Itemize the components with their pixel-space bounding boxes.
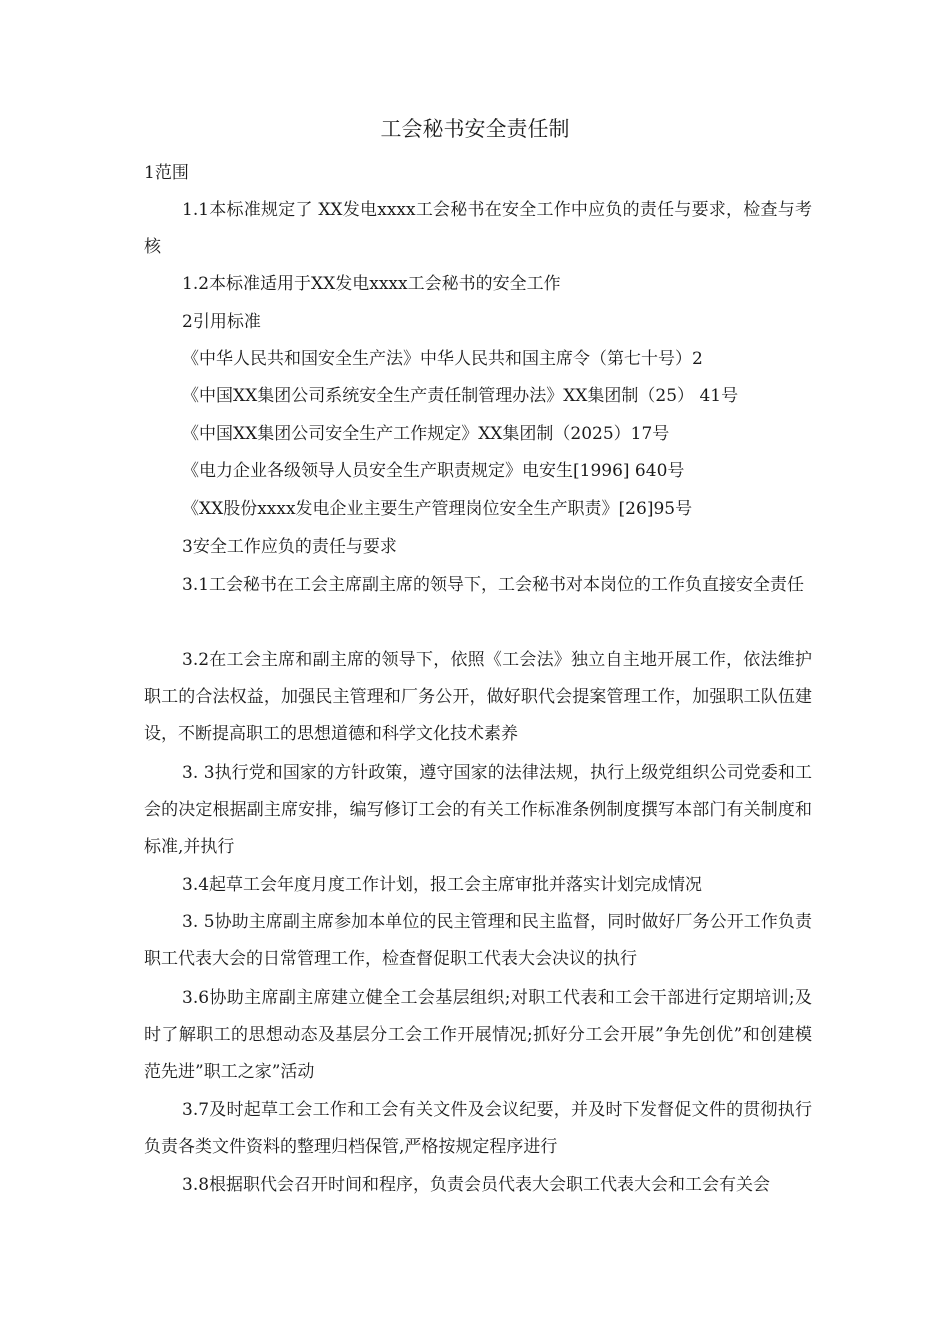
clause-1-1: 1.1本标准规定了 XX发电xxxx工会秘书在安全工作中应负的责任与要求，检查与考核 (144, 200, 812, 257)
clause-3-2: 3.2在工会主席和副主席的领导下，依照《工会法》独立自主地开展工作，依法维护职工的合法权益，加强民主管理和厂务公开，做好职代会提案管理工作，加强职工队伍建设，不断提高职工的思想道德和科学文化技术素养 (144, 650, 812, 744)
reference-item: 《中国XX集团公司系统安全生产责任制管理办法》XX集团制（25） 41号 (182, 386, 739, 406)
clause-3-1: 3.1工会秘书在工会主席副主席的领导下，工会秘书对本岗位的工作负直接安全责任 (182, 575, 805, 595)
reference-item: 《XX股份xxxx发电企业主要生产管理岗位安全生产职责》[26]95号 (182, 499, 693, 519)
clause-3-4: 3.4起草工会年度月度工作计划，报工会主席审批并落实计划完成情况 (182, 875, 703, 895)
section-heading-responsibilities: 3安全工作应负的责任与要求 (182, 537, 397, 557)
reference-item: 《中国XX集团公司安全生产工作规定》XX集团制（2025）17号 (182, 424, 670, 444)
clause-1-2: 1.2本标准适用于XX发电xxxx工会秘书的安全工作 (182, 274, 561, 294)
clause-3-7: 3.7及时起草工会工作和工会有关文件及会议纪要，并及时下发督促文件的贯彻执行负责各类文件资料的整理归档保管,严格按规定程序进行 (144, 1100, 812, 1157)
reference-item: 《中华人民共和国安全生产法》中华人民共和国主席令（第七十号）2 (182, 349, 703, 369)
clause-3-6: 3.6协助主席副主席建立健全工会基层组织;对职工代表和工会干部进行定期培训;及时了解职工的思想动态及基层分工会工作开展情况;抓好分工会开展”争先创优”和创建模范先进”职工之家”活动 (144, 988, 812, 1082)
section-heading-scope: 1范围 (144, 163, 189, 183)
document-title: 工会秘书安全责任制 (380, 117, 570, 141)
section-heading-references: 2引用标准 (182, 312, 261, 332)
clause-3-3: 3. 3执行党和国家的方针政策，遵守国家的法律法规，执行上级党组织公司党委和工会的决定根据副主席安排，编写修订工会的有关工作标准条例制度撰写本部门有关制度和标准,并执行 (144, 763, 812, 857)
reference-item: 《电力企业各级领导人员安全生产职责规定》电安生[1996] 640号 (182, 461, 685, 481)
clause-3-8: 3.8根据职代会召开时间和程序，负责会员代表大会职工代表大会和工会有关会 (182, 1175, 771, 1195)
clause-3-5: 3. 5协助主席副主席参加本单位的民主管理和民主监督，同时做好厂务公开工作负责职工代表大会的日常管理工作，检查督促职工代表大会决议的执行 (144, 912, 812, 969)
